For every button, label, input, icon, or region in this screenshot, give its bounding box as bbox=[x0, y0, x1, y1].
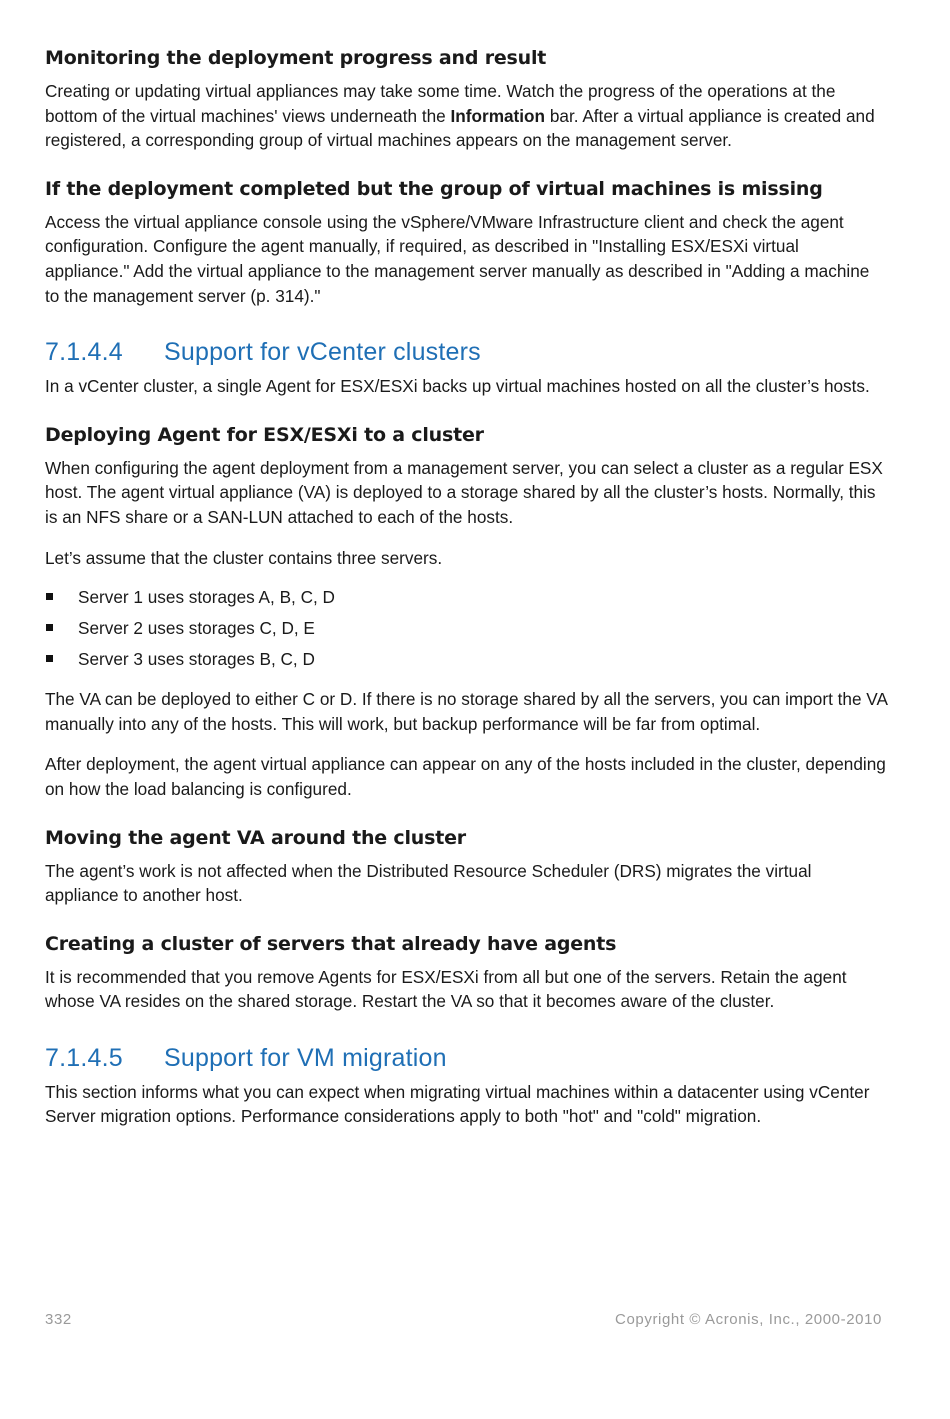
section-title-vm-migration bbox=[45, 1042, 887, 1074]
heading-creating-cluster: Creating a cluster of servers that already have agents bbox=[45, 932, 617, 955]
page-footer bbox=[45, 1311, 882, 1328]
heading-deploying-agent: Deploying Agent for ESX/ESXi to a cluster bbox=[45, 423, 484, 446]
heading-moving-agent: Moving the agent VA around the cluster bbox=[45, 826, 466, 849]
bullet-square-icon bbox=[46, 593, 53, 600]
information-bar-term: Information bbox=[450, 105, 546, 126]
section-number: 7.1.4.5 bbox=[45, 1043, 123, 1072]
list-item: Server 1 uses storages A, B, C, D bbox=[45, 582, 887, 613]
paragraph-moving-agent: The agent’s work is not affected when the Distributed Resource Scheduler (DRS) migrates the virtual appliance to another host. bbox=[45, 860, 812, 906]
bullet-square-icon bbox=[46, 624, 53, 631]
paragraph-deploying-4: After deployment, the agent virtual appliance can appear on any of the hosts included in the cluster, depending on how the load balancing is configured. bbox=[45, 754, 886, 799]
section-title-text: Support for VM migration bbox=[164, 1043, 447, 1072]
document-page bbox=[45, 44, 887, 1145]
heading-monitoring: Monitoring the deployment progress and result bbox=[45, 47, 547, 69]
section-title-text: Support for vCenter clusters bbox=[164, 338, 481, 367]
paragraph-vcenter-clusters: In a vCenter cluster, a single Agent for ESX/ESXi backs up virtual machines hosted on all the cluster’s hosts. bbox=[45, 376, 870, 397]
paragraph-vm-migration: This section informs what you can expect when migrating virtual machines within a datacenter using vCenter Server migration options. Performance considerations apply to both "hot" and "cold" migration. bbox=[45, 1081, 870, 1127]
paragraph-deploying-3: The VA can be deployed to either C or D. If there is no storage shared by all the servers, you can import the VA manually into any of the hosts. This will work, but backup performance will be far from optimal. bbox=[45, 689, 887, 734]
list-item: Server 2 uses storages C, D, E bbox=[45, 613, 887, 644]
paragraph-monitoring: Creating or updating virtual appliances may take some time. Watch the progress of the operations at the bottom of the virtual machines' views underneath the Information bar. After a virtual appliance is created and registered, a corresponding group of virtual machines appears on the management server. bbox=[45, 81, 875, 151]
section-number: 7.1.4.4 bbox=[45, 338, 123, 367]
copyright-notice: Copyright © Acronis, Inc., 2000-2010 bbox=[615, 1311, 882, 1328]
server-storage-list bbox=[45, 582, 887, 675]
paragraph-missing-group: Access the virtual appliance console using the vSphere/VMware Infrastructure client and check the agent configuration. Configure the agent manually, if required, as described in "Installing ESX/ESXi virtual appliance." Add the virtual appliance to the management server manually as described in "Adding a machine to the management server (p. 314)." bbox=[45, 211, 870, 306]
bullet-square-icon bbox=[46, 655, 53, 662]
paragraph-deploying-1: When configuring the agent deployment from a management server, you can select a cluster as a regular ESX host. The agent virtual appliance (VA) is deployed to a storage shared by all the cluster’s hosts. Normally, this is an NFS share or a SAN-LUN attached to each of the hosts. bbox=[45, 457, 883, 527]
list-item: Server 3 uses storages B, C, D bbox=[45, 644, 887, 675]
heading-missing-group: If the deployment completed but the group of virtual machines is missing bbox=[45, 177, 823, 200]
paragraph-creating-cluster: It is recommended that you remove Agents for ESX/ESXi from all but one of the servers. Retain the agent whose VA resides on the shared storage. Restart the VA so that it becomes aware of the cluster. bbox=[45, 966, 847, 1012]
page-number: 332 bbox=[45, 1311, 72, 1328]
paragraph-deploying-2: Let’s assume that the cluster contains three servers. bbox=[45, 547, 443, 568]
section-title-vcenter-clusters bbox=[45, 336, 887, 368]
